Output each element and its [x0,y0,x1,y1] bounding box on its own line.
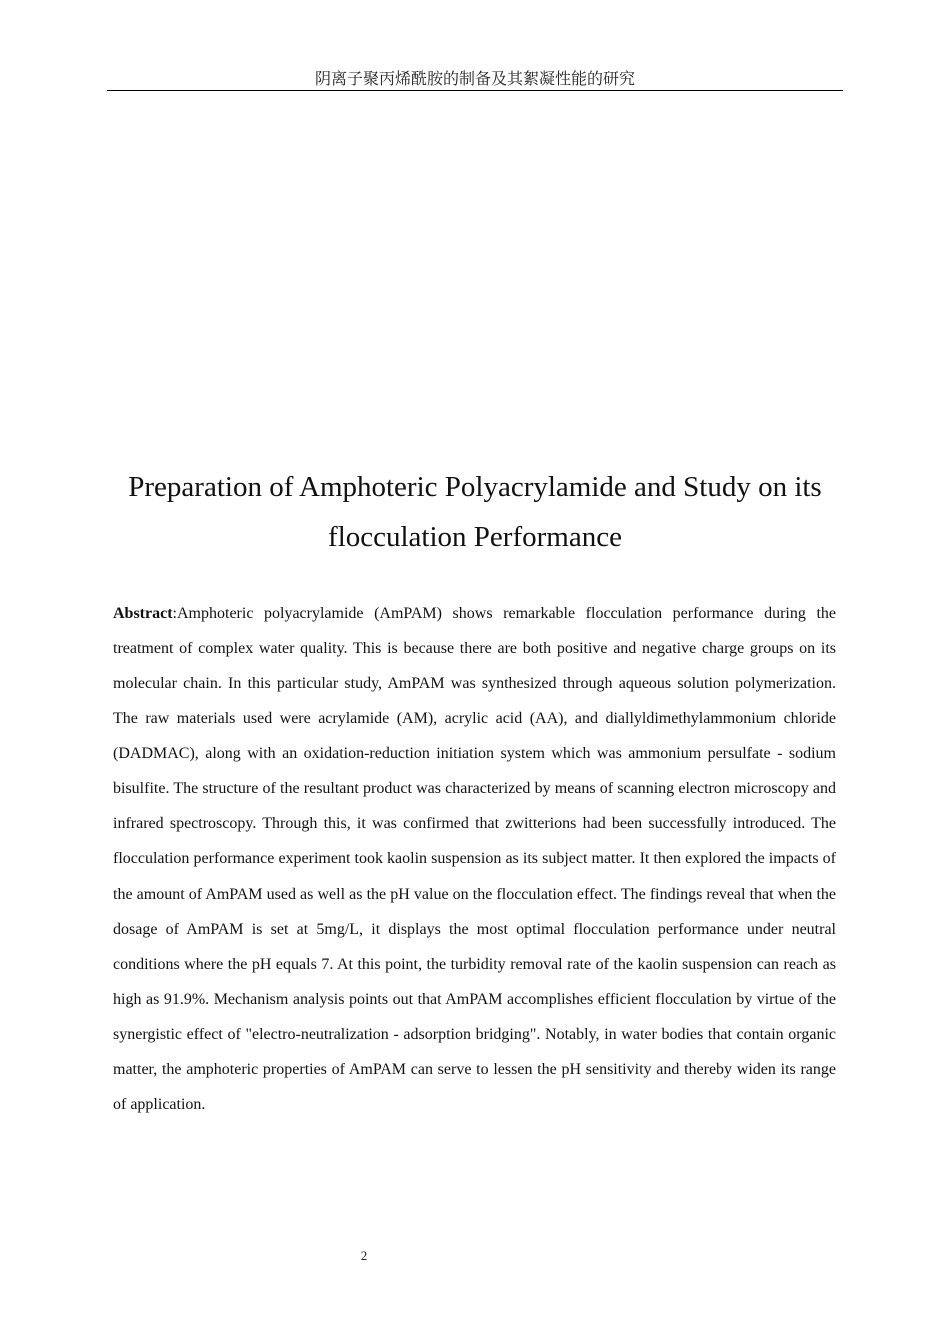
paper-title [100,462,850,562]
page-number: 2 [360,1248,368,1263]
abstract-body: Amphoteric polyacrylamide (AmPAM) shows remarkable flocculation performance during the treatment of complex water quality. This is because there are both positive and negative charge groups on its molecular chain. In this particular study, AmPAM was synthesized through aqueous solution polymerization. The raw materials used were acrylamide (AM), acrylic acid (AA), and diallyldimethylammonium chloride (DADMAC), along with an oxidation-reduction initiation system which was ammonium persulfate - sodium bisulfite. The structure of the resultant product was characterized by means of scanning electron microscopy and infrared spectroscopy. Through this, it was confirmed that zwitterions had been successfully introduced. The flocculation performance experiment took kaolin suspension as its subject matter. It then explored the impacts of the amount of AmPAM used as well as the pH value on the flocculation effect. The findings reveal that when the dosage of AmPAM is set at 5mg/L, it displays the most optimal flocculation performance under neutral conditions where the pH equals 7. At this point, the turbidity removal rate of the kaolin suspension can reach as high as 91.9%. Mechanism analysis points out that AmPAM accomplishes efficient flocculation by virtue of the synergistic effect of "electro-neutralization - adsorption bridging". Notably, in water bodies that contain organic matter, the amphoteric properties of AmPAM can serve to lessen the pH sensitivity and thereby widen its range of application. [113,605,836,1113]
abstract-separator: : [172,605,177,622]
abstract-label: Abstract [113,605,173,622]
running-header: 阴离子聚丙烯酰胺的制备及其絮凝性能的研究 [107,68,843,91]
paper-title-line-2: flocculation Performance [328,521,622,553]
abstract-paragraph [113,596,836,1122]
paper-title-line-1: Preparation of Amphoteric Polyacrylamide and Study on its [128,471,822,503]
